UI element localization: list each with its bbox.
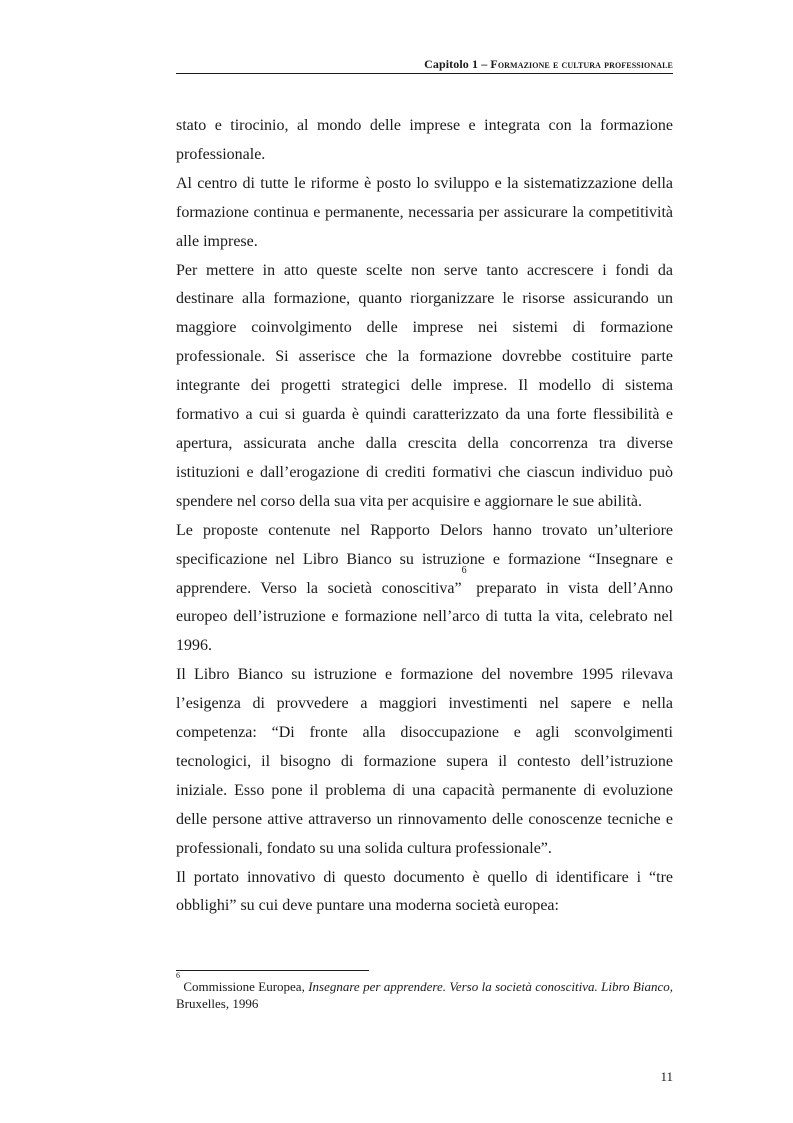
running-header	[176, 57, 673, 72]
paragraph-4	[176, 517, 673, 662]
footnote-reference: 6	[461, 564, 467, 576]
paragraph-6: Il portato innovativo di questo documento è quello di identificare i “tre obblighi” su cui deve puntare una moderna società europea:	[176, 868, 673, 915]
paragraph-2: Al centro di tutte le riforme è posto lo sviluppo e la sistematizzazione della formazione continua e permanente, necessaria per assicurare la competitività alle imprese.	[176, 174, 673, 250]
chapter-title: Formazione e cultura professionale	[490, 57, 673, 71]
footnote-title: Insegnare per apprendere. Verso la società conoscitiva. Libro Bianco	[308, 979, 670, 994]
body-text	[176, 112, 673, 921]
header-rule	[176, 73, 673, 74]
footnote	[176, 971, 673, 1012]
paragraph-1: stato e tirocinio, al mondo delle imprese e integrata con la formazione professionale.	[176, 117, 673, 163]
footnote-number: 6	[176, 971, 180, 980]
footnote-rule	[176, 970, 369, 971]
footnote-tail: , Bruxelles, 1996	[176, 979, 673, 1011]
paragraph-3: Per mettere in atto queste scelte non serve tanto accrescere i fondi da destinare alla formazione, quanto riorganizzare le risorse assicurando un maggiore coinvolgimento delle imprese nei sistemi di formazione professionale. Si asserisce che la formazione dovrebbe costituire parte integrante dei progetti strategici delle imprese. Il modello di sistema formativo a cui si guarda è quindi caratterizzato da una forte flessibilità e apertura, assicurata anche dalla crescita della concorrenza tra diverse istituzioni e dall’erogazione di crediti formativi che ciascun individuo può spendere nel corso della sua vita per acquisire e aggiornare le sue abilità.	[176, 261, 673, 510]
footnote-lead: Commissione Europea,	[183, 979, 309, 994]
page-number: 11	[660, 1069, 673, 1084]
paragraph-4-text-b: preparato in vista dell’Anno europeo dell’istruzione e formazione nell’arco di tutta la vita, celebrato nel 1996.	[176, 579, 673, 655]
paragraph-5: Il Libro Bianco su istruzione e formazione del novembre 1995 rilevava l’esigenza di provvedere a maggiori investimenti nel sapere e nella competenza: “Di fronte alla disoccupazione e agli sconvolgimenti tecnologici, il bisogno di formazione supera il contesto dell’istruzione iniziale. Esso pone il problema di una capacità permanente di evoluzione delle persone attive attraverso un rinnovamento delle conoscenze tecniche e professionali, fondato su una solida cultura professionale”.	[176, 666, 673, 857]
paragraph-4-text-a: Le proposte contenute nel Rapporto Delors hanno trovato un’ulteriore specificazione nel Libro Bianco su istruzione e formazione “Insegnare e apprendere. Verso la società conoscitiva”	[176, 521, 673, 597]
chapter-label: Capitolo 1 –	[424, 57, 488, 71]
